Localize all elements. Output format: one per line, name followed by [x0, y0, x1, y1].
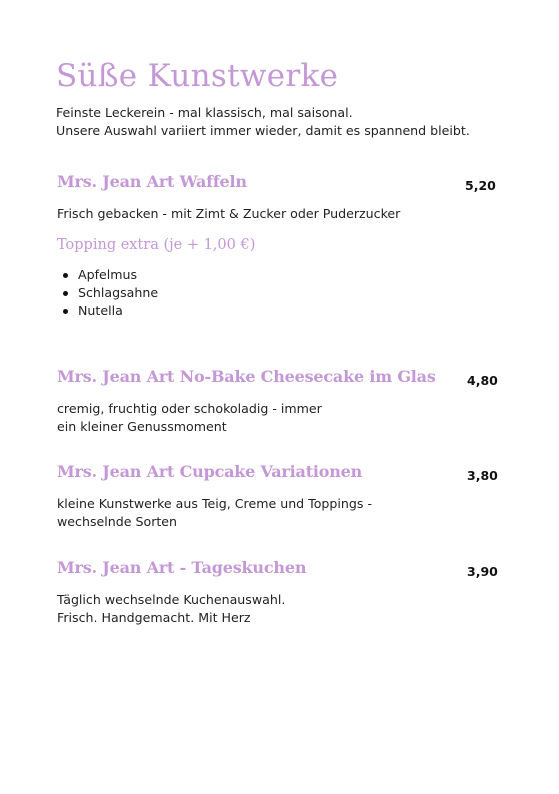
bullet-icon — [63, 291, 68, 296]
item-description-line: Frisch. Handgemacht. Mit Herz — [57, 610, 251, 625]
item-description-line: cremig, fruchtig oder schokoladig - immer — [57, 401, 322, 416]
intro-line: Feinste Leckerein - mal klassisch, mal saisonal. — [56, 105, 353, 120]
topping-title: Topping extra (je + 1,00 €) — [57, 237, 256, 253]
item-price-tageskuchen: 3,90 — [467, 564, 498, 579]
page-title: Süße Kunstwerke — [56, 58, 339, 94]
item-description-waffeln — [57, 205, 400, 223]
item-name-waffeln: Mrs. Jean Art Waffeln — [57, 172, 247, 191]
item-description-line: kleine Kunstwerke aus Teig, Creme und Toppings - — [57, 496, 373, 511]
topping-option: Nutella — [78, 303, 123, 318]
item-name-cupcakes: Mrs. Jean Art Cupcake Variationen — [57, 462, 363, 481]
item-price-cheesecake: 4,80 — [467, 373, 498, 388]
intro-text — [56, 104, 470, 140]
item-description-cupcakes — [57, 495, 372, 531]
item-description-tageskuchen — [57, 591, 285, 627]
item-price-cupcakes: 3,80 — [467, 468, 498, 483]
item-description-line: Frisch gebacken - mit Zimt & Zucker oder Puderzucker — [57, 206, 401, 221]
bullet-icon — [63, 273, 68, 278]
item-description-line: ein kleiner Genussmoment — [57, 419, 227, 434]
list-item — [62, 284, 158, 302]
item-description-cheesecake — [57, 400, 322, 436]
list-item — [62, 302, 158, 320]
intro-line: Unsere Auswahl variiert immer wieder, damit es spannend bleibt. — [56, 123, 470, 138]
item-description-line: Täglich wechselnde Kuchenauswahl. — [57, 592, 286, 607]
topping-option: Apfelmus — [78, 267, 138, 282]
topping-list — [62, 266, 158, 320]
item-name-tageskuchen: Mrs. Jean Art - Tageskuchen — [57, 558, 307, 577]
list-item — [62, 266, 158, 284]
item-price-waffeln: 5,20 — [465, 178, 496, 193]
topping-option: Schlagsahne — [78, 285, 159, 300]
item-name-cheesecake: Mrs. Jean Art No-Bake Cheesecake im Glas — [57, 367, 436, 386]
item-description-line: wechselnde Sorten — [57, 514, 178, 529]
bullet-icon — [63, 309, 68, 314]
